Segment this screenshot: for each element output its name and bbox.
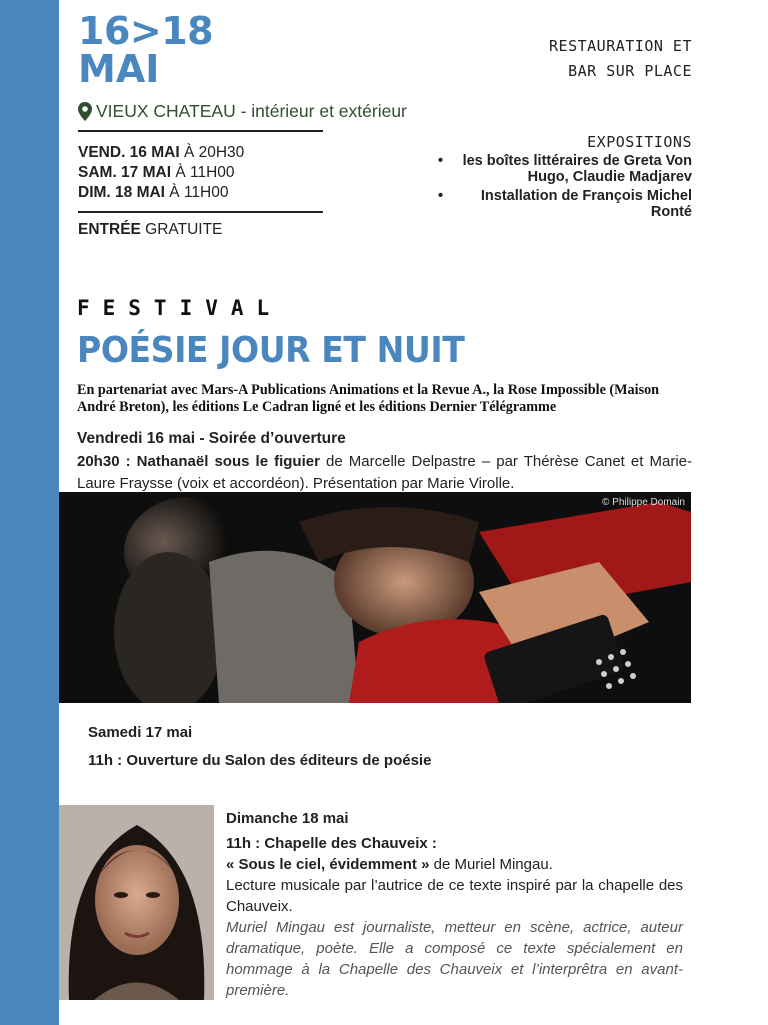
schedule-item: SAM. 17 MAI À 11H00 [78, 164, 235, 181]
sunday-heading: Dimanche 18 mai [226, 810, 349, 827]
saturday-heading: Samedi 17 mai [88, 724, 193, 741]
portrait-image [59, 805, 214, 1000]
photo-credit: © Philippe Domain [602, 497, 685, 508]
entry-info: ENTRÉE GRATUITE [78, 221, 223, 238]
dates-month: MAI [78, 47, 160, 91]
sunday-description: Lecture musicale par l’autrice de ce texte inspiré par la chapelle des Chauveix. [226, 877, 683, 915]
schedule-item: VEND. 16 MAI À 20H30 [78, 144, 245, 161]
festival-kicker: FESTIVAL [77, 296, 283, 320]
performers-image [59, 492, 691, 703]
divider [78, 211, 323, 213]
expositions-title: EXPOSITIONS [587, 133, 692, 151]
friday-heading: Vendredi 16 mai - Soirée d’ouverture [77, 430, 346, 447]
venue-label: VIEUX CHATEAU - intérieur et extérieur [96, 101, 407, 121]
schedule-item: DIM. 18 MAI À 11H00 [78, 184, 229, 201]
saturday-text: 11h : Ouverture du Salon des éditeurs de poésie [88, 752, 432, 769]
sunday-line1: 11h : Chapelle des Chauveix : [226, 835, 437, 852]
dates-range: 16>18 [78, 9, 214, 53]
performance-photo [59, 492, 691, 703]
venue [78, 101, 407, 122]
friday-text: 20h30 : Nathanaël sous le figuier de Marcelle Delpastre – par Thérèse Canet et Marie-Laure Fraysse (voix et accordéon). Présentation par Marie Virolle. [77, 453, 692, 492]
restauration-info: RESTAURATION ET BAR SUR PLACE [549, 37, 692, 80]
expositions [452, 132, 692, 223]
sunday-bio: Muriel Mingau est journaliste, metteur en scène, actrice, auteur dramatique, poète. Elle a composé ce texte spécialement en hommage à la Chapelle des Chauveix et l’interprêtra en avant-première. [226, 919, 683, 999]
author-portrait [59, 805, 214, 1000]
festival-dates [78, 9, 214, 91]
side-accent-bar [0, 0, 59, 1025]
map-pin-icon [78, 102, 92, 121]
list-item: • Installation de François Michel Ronté [452, 188, 692, 220]
list-item: • les boîtes littéraires de Greta Von Hugo, Claudie Madjarev [452, 153, 692, 185]
sunday-section [226, 808, 683, 1001]
divider [78, 130, 323, 132]
festival-title: POÉSIE JOUR ET NUIT [77, 330, 465, 371]
schedule-list [78, 143, 244, 203]
partners-text: En partenariat avec Mars-A Publications Animations et la Revue A., la Rose Impossible (Maison André Breton), les éditions Le Cadran ligné et les éditions Dernier Télégramme [77, 382, 660, 415]
sunday-line2: « Sous le ciel, évidemment » de Muriel Mingau. [226, 856, 553, 873]
